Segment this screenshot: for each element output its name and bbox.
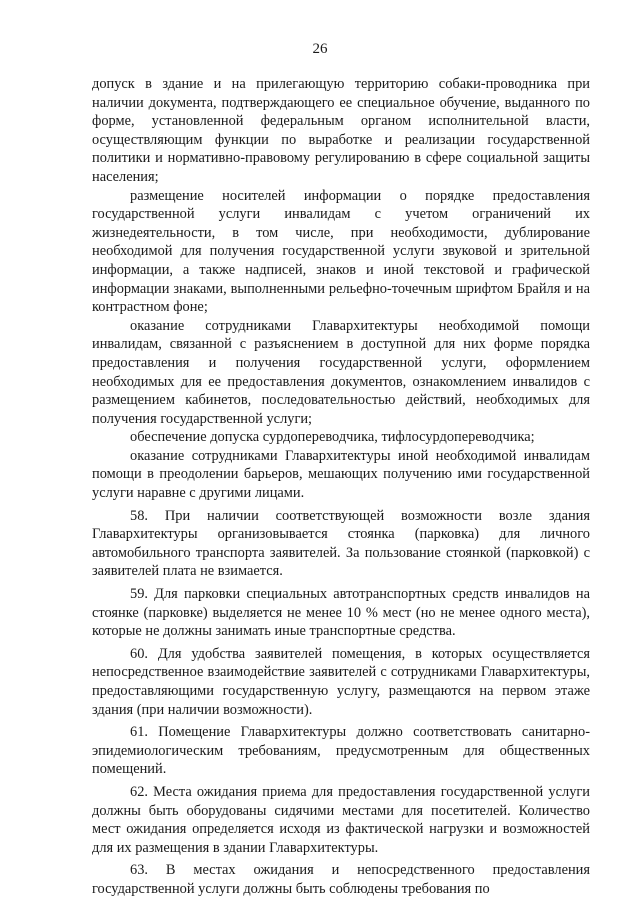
- paragraph-interpreter-access: обеспечение допуска сурдопереводчика, тифлосурдопереводчика;: [130, 429, 535, 446]
- document-body: [92, 75, 590, 899]
- paragraph-barrier-assistance: оказание сотрудниками Главархитектуры иной необходимой инвалидам помощи в преодолении барьеров, мешающих получению ими государственной услуги наравне с другими лицами.: [92, 447, 590, 502]
- paragraph-63-requirements: 63. В местах ожидания и непосредственного предоставления государственной услуги должны быть соблюдены требования по: [92, 862, 590, 897]
- paragraph-staff-assistance: оказание сотрудниками Главархитектуры необходимой помощи инвалидам, связанной с разъяснением в доступной для них форме порядка предоставления и получения государственной услуги, оформлением необходимых для ее предоставления документов, ознакомлением инвалидов с размещением кабинетов, последовательностью действий, необходимых для получения государственной услуги;: [92, 317, 590, 427]
- page-number: 26: [312, 41, 328, 57]
- paragraph-58-parking: 58. При наличии соответствующей возможности возле здания Главархитектуры организовывается стоянка (парковка) для личного автомобильного транспорта заявителей. За пользование стоянкой (парковкой) с заявителей плата не взимается.: [92, 507, 590, 580]
- paragraph-60-ground-floor: 60. Для удобства заявителей помещения, в которых осуществляется непосредственное взаимодействие заявителей с сотрудниками Главархитектуры, предоставляющими государственную услугу, размещаются на первом этаже здания (при наличии возможности).: [92, 645, 590, 718]
- paragraph-61-sanitary: 61. Помещение Главархитектуры должно соответствовать санитарно-эпидемиологическим требованиям, предусмотренным для общественных помещений.: [92, 724, 590, 778]
- paragraph-information-carriers: размещение носителей информации о порядке предоставления государственной услуги инвалидам с учетом ограничений их жизнедеятельности, в том числе, при необходимости, дублирование необходимой для получения государственной услуги звуковой и зрительной информации, а также надписей, знаков и иной текстовой и графической информации знаками, выполненными рельефно-точечным шрифтом Брайля и на контрастном фоне;: [92, 187, 590, 316]
- paragraph-guide-dog-access: допуск в здание и на прилегающую территорию собаки-проводника при наличии документа, подтверждающего ее специальное обучение, выданного по форме, установленной федеральным органом исполнительной власти, осуществляющим функции по выработке и реализации государственной политики и нормативно-правовому регулированию в сфере социальной защиты населения;: [92, 76, 590, 185]
- paragraph-62-waiting-places: 62. Места ожидания приема для предоставления государственной услуги должны быть оборудованы сидячими местами для посетителей. Количество мест ожидания определяется исходя из фактической нагрузки и возможностей для их размещения в здании Главархитектуры.: [92, 783, 590, 856]
- paragraph-59-disabled-parking: 59. Для парковки специальных автотранспортных средств инвалидов на стоянке (парковке) выделяется не менее 10 % мест (но не менее одного места), которые не должны занимать иные транспортные средства.: [92, 586, 590, 640]
